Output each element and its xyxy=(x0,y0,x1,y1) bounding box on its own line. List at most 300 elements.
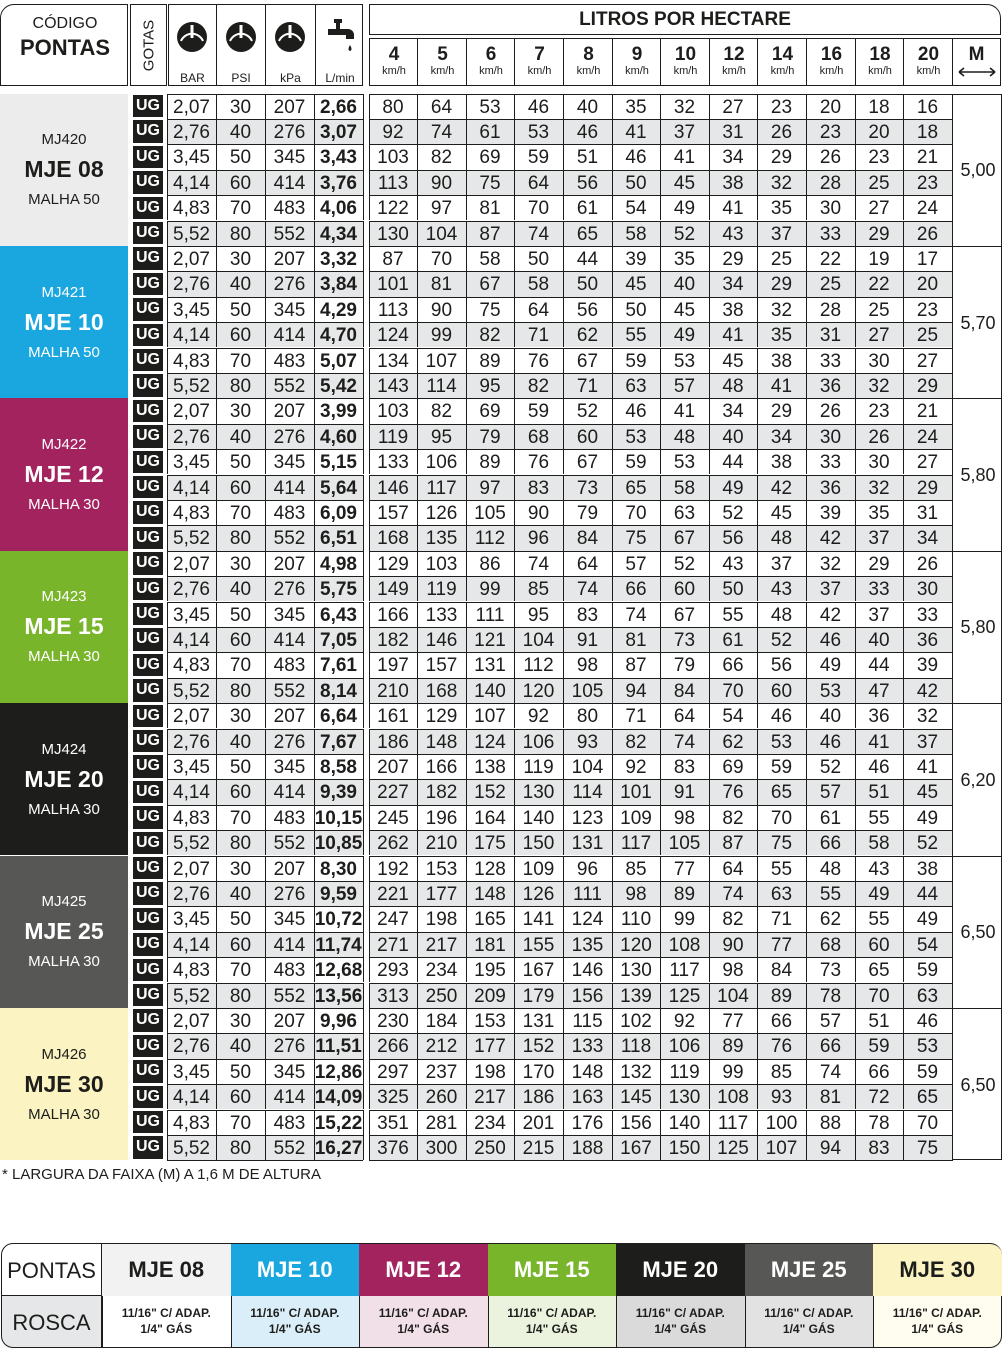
header-gotas-box xyxy=(130,4,167,86)
drop-type-badge: UG xyxy=(133,451,163,473)
cell-liters-per-hectare: 36 xyxy=(819,375,842,397)
cell-liters-per-hectare: 92 xyxy=(673,1010,696,1032)
cell-liters-per-hectare: 30 xyxy=(916,579,939,601)
cell-liters-per-hectare: 41 xyxy=(722,325,744,347)
cell-liters-per-hectare: 83 xyxy=(868,1137,890,1159)
cell-kpa: 552 xyxy=(273,528,306,550)
cell-liters-per-hectare: 95 xyxy=(527,604,550,626)
cell-liters-per-hectare: 54 xyxy=(916,934,939,956)
drop-type-badge: UG xyxy=(133,273,163,295)
cell-liters-per-hectare: 99 xyxy=(430,325,453,347)
cell-liters-per-hectare: 181 xyxy=(474,934,506,956)
cell-liters-per-hectare: 70 xyxy=(722,680,744,702)
cell-liters-per-hectare: 74 xyxy=(527,223,550,245)
cell-liters-per-hectare: 48 xyxy=(722,375,744,397)
cell-liters-per-hectare: 88 xyxy=(819,1112,842,1134)
cell-liters-per-hectare: 59 xyxy=(916,1061,939,1083)
cell-lmin: 3,76 xyxy=(320,172,357,194)
cell-liters-per-hectare: 167 xyxy=(620,1137,652,1159)
speed-unit: km/h xyxy=(819,65,844,77)
cell-liters-per-hectare: 110 xyxy=(620,909,652,931)
cell-liters-per-hectare: 28 xyxy=(819,299,842,321)
drop-type-badge: UG xyxy=(133,603,163,625)
cell-liters-per-hectare: 48 xyxy=(770,604,793,626)
cell-liters-per-hectare: 114 xyxy=(572,782,603,804)
cell-bar: 4,14 xyxy=(173,172,210,194)
cell-liters-per-hectare: 38 xyxy=(722,172,744,194)
cell-bar: 5,52 xyxy=(173,375,210,397)
legend-tip-name: MJE 30 xyxy=(899,1257,976,1282)
unit-bar: BAR xyxy=(180,71,205,85)
cell-liters-per-hectare: 74 xyxy=(430,121,453,143)
cell-kpa: 414 xyxy=(273,1087,306,1109)
cell-liters-per-hectare: 95 xyxy=(479,375,501,397)
cell-liters-per-hectare: 89 xyxy=(479,350,501,372)
cell-liters-per-hectare: 198 xyxy=(474,1061,506,1083)
table-row xyxy=(0,500,1002,525)
drop-type-badge: UG xyxy=(133,247,163,269)
cell-liters-per-hectare: 66 xyxy=(770,1010,793,1032)
cell-liters-per-hectare: 33 xyxy=(868,579,890,601)
cell-bar: 2,76 xyxy=(173,1036,210,1058)
cell-liters-per-hectare: 27 xyxy=(916,350,939,372)
cell-liters-per-hectare: 106 xyxy=(425,452,458,474)
group-mesh: MALHA 50 xyxy=(28,191,100,209)
cell-liters-per-hectare: 26 xyxy=(916,223,939,245)
cell-liters-per-hectare: 47 xyxy=(868,680,890,702)
cell-liters-per-hectare: 82 xyxy=(625,731,647,753)
cell-liters-per-hectare: 102 xyxy=(620,1010,652,1032)
cell-liters-per-hectare: 82 xyxy=(722,909,744,931)
cell-kpa: 345 xyxy=(273,299,306,321)
unit-lmin: L/min xyxy=(325,71,355,85)
cell-liters-per-hectare: 41 xyxy=(673,147,696,169)
cell-liters-per-hectare: 209 xyxy=(474,985,506,1007)
cell-liters-per-hectare: 230 xyxy=(377,1010,409,1032)
cell-liters-per-hectare: 52 xyxy=(722,502,744,524)
legend-pontas-label: PONTAS xyxy=(7,1258,96,1283)
header-gotas-label: GOTAS xyxy=(140,19,158,72)
m-label: M xyxy=(968,44,985,65)
cell-liters-per-hectare: 63 xyxy=(625,375,647,397)
cell-liters-per-hectare: 262 xyxy=(377,833,409,855)
cell-liters-per-hectare: 67 xyxy=(479,274,501,296)
cell-liters-per-hectare: 90 xyxy=(527,502,550,524)
cell-liters-per-hectare: 60 xyxy=(576,426,599,448)
cell-liters-per-hectare: 148 xyxy=(425,731,458,753)
cell-liters-per-hectare: 140 xyxy=(474,680,506,702)
cell-liters-per-hectare: 61 xyxy=(819,807,842,829)
cell-kpa: 276 xyxy=(273,579,306,601)
table-row xyxy=(0,322,1002,347)
cell-liters-per-hectare: 74 xyxy=(722,883,744,905)
cell-bar: 2,07 xyxy=(173,1010,210,1032)
cell-liters-per-hectare: 325 xyxy=(377,1087,409,1109)
cell-lmin: 6,09 xyxy=(320,502,357,524)
cell-liters-per-hectare: 76 xyxy=(722,782,744,804)
cell-bar: 4,83 xyxy=(173,1112,210,1134)
cell-liters-per-hectare: 131 xyxy=(571,833,604,855)
speed-header xyxy=(613,45,661,85)
cell-liters-per-hectare: 73 xyxy=(673,629,696,651)
cell-liters-per-hectare: 155 xyxy=(522,934,555,956)
cell-liters-per-hectare: 215 xyxy=(522,1137,555,1159)
cell-kpa: 276 xyxy=(273,121,306,143)
cell-liters-per-hectare: 157 xyxy=(377,502,409,524)
cell-liters-per-hectare: 104 xyxy=(571,756,604,778)
m-header xyxy=(953,45,1000,85)
cell-liters-per-hectare: 36 xyxy=(868,706,890,728)
speed-value: 20 xyxy=(917,44,940,65)
cell-liters-per-hectare: 81 xyxy=(819,1087,842,1109)
cell-bar: 4,83 xyxy=(173,502,210,524)
drop-type-badge: UG xyxy=(133,984,163,1006)
table-row xyxy=(0,348,1002,373)
cell-liters-per-hectare: 133 xyxy=(377,452,409,474)
legend-tip-name: MJE 25 xyxy=(770,1257,847,1282)
cell-liters-per-hectare: 129 xyxy=(377,553,409,575)
cell-liters-per-hectare: 70 xyxy=(527,198,550,220)
cell-lmin: 5,42 xyxy=(320,375,357,397)
cell-bar: 4,14 xyxy=(173,477,210,499)
cell-liters-per-hectare: 201 xyxy=(522,1112,555,1134)
speed-header xyxy=(467,45,515,85)
cell-liters-per-hectare: 82 xyxy=(722,807,744,829)
cell-liters-per-hectare: 37 xyxy=(868,528,890,550)
cell-lmin: 9,96 xyxy=(320,1010,357,1032)
cell-liters-per-hectare: 41 xyxy=(673,401,696,423)
cell-psi: 30 xyxy=(229,401,252,423)
cell-bar: 3,45 xyxy=(173,1061,210,1083)
cell-liters-per-hectare: 98 xyxy=(722,960,744,982)
speed-unit: km/h xyxy=(430,65,455,77)
cell-liters-per-hectare: 34 xyxy=(770,426,793,448)
cell-liters-per-hectare: 90 xyxy=(430,172,453,194)
cell-psi: 70 xyxy=(229,198,252,220)
cell-liters-per-hectare: 351 xyxy=(377,1112,409,1134)
cell-liters-per-hectare: 39 xyxy=(819,502,842,524)
cell-liters-per-hectare: 56 xyxy=(770,655,793,677)
cell-liters-per-hectare: 109 xyxy=(620,807,652,829)
table-row xyxy=(0,830,1002,855)
cell-liters-per-hectare: 124 xyxy=(571,909,604,931)
legend-thread-line2: 1/4" GÁS xyxy=(782,1322,835,1336)
cell-liters-per-hectare: 71 xyxy=(527,325,550,347)
cell-kpa: 207 xyxy=(273,706,306,728)
cell-liters-per-hectare: 21 xyxy=(916,147,939,169)
cell-liters-per-hectare: 17 xyxy=(916,248,939,270)
cell-liters-per-hectare: 34 xyxy=(722,147,744,169)
cell-psi: 60 xyxy=(229,782,252,804)
table-row xyxy=(0,144,1002,169)
cell-lmin: 6,43 xyxy=(320,604,357,626)
cell-liters-per-hectare: 90 xyxy=(430,299,453,321)
cell-liters-per-hectare: 30 xyxy=(819,426,842,448)
cell-liters-per-hectare: 57 xyxy=(819,1010,842,1032)
cell-liters-per-hectare: 75 xyxy=(916,1137,939,1159)
cell-liters-per-hectare: 192 xyxy=(377,858,409,880)
group-mesh: MALHA 30 xyxy=(28,800,100,818)
cell-liters-per-hectare: 79 xyxy=(479,426,501,448)
cell-liters-per-hectare: 237 xyxy=(425,1061,458,1083)
drop-type-badge: UG xyxy=(133,501,163,523)
cell-liters-per-hectare: 108 xyxy=(717,1087,749,1109)
cell-liters-per-hectare: 64 xyxy=(673,706,696,728)
cell-liters-per-hectare: 46 xyxy=(576,121,599,143)
cell-liters-per-hectare: 104 xyxy=(425,223,458,245)
table-row xyxy=(0,627,1002,652)
cell-liters-per-hectare: 91 xyxy=(673,782,696,804)
cell-liters-per-hectare: 87 xyxy=(722,833,744,855)
cell-liters-per-hectare: 85 xyxy=(625,858,647,880)
cell-lmin: 7,67 xyxy=(320,731,357,753)
cell-liters-per-hectare: 156 xyxy=(620,1112,652,1134)
cell-kpa: 414 xyxy=(273,477,306,499)
cell-liters-per-hectare: 16 xyxy=(916,96,939,118)
cell-liters-per-hectare: 93 xyxy=(576,731,599,753)
speed-unit: km/h xyxy=(576,65,601,77)
cell-liters-per-hectare: 24 xyxy=(916,426,939,448)
cell-liters-per-hectare: 70 xyxy=(430,248,453,270)
cell-liters-per-hectare: 250 xyxy=(474,1137,506,1159)
cell-liters-per-hectare: 139 xyxy=(620,985,652,1007)
cell-liters-per-hectare: 69 xyxy=(479,401,501,423)
cell-kpa: 345 xyxy=(273,604,306,626)
cell-liters-per-hectare: 22 xyxy=(819,248,842,270)
cell-lmin: 13,56 xyxy=(314,985,363,1007)
cell-liters-per-hectare: 40 xyxy=(868,629,890,651)
cell-liters-per-hectare: 78 xyxy=(819,985,842,1007)
cell-liters-per-hectare: 56 xyxy=(722,528,744,550)
cell-bar: 4,83 xyxy=(173,198,210,220)
cell-liters-per-hectare: 46 xyxy=(770,706,793,728)
drop-type-badge: UG xyxy=(133,654,163,676)
cell-lmin: 6,51 xyxy=(320,528,357,550)
cell-bar: 5,52 xyxy=(173,985,210,1007)
cell-liters-per-hectare: 49 xyxy=(673,325,696,347)
group-mesh: MALHA 30 xyxy=(28,953,100,971)
cell-liters-per-hectare: 197 xyxy=(377,655,409,677)
cell-liters-per-hectare: 104 xyxy=(522,629,555,651)
cell-liters-per-hectare: 61 xyxy=(576,198,599,220)
cell-psi: 50 xyxy=(229,147,252,169)
cell-liters-per-hectare: 75 xyxy=(479,172,501,194)
cell-liters-per-hectare: 133 xyxy=(571,1036,604,1058)
header-title-box xyxy=(369,4,1001,35)
cell-liters-per-hectare: 20 xyxy=(916,274,939,296)
cell-lmin: 4,06 xyxy=(320,198,357,220)
cell-liters-per-hectare: 161 xyxy=(377,706,409,728)
cell-liters-per-hectare: 44 xyxy=(868,655,890,677)
header-codigo-label: CÓDIGO xyxy=(32,15,98,32)
cell-liters-per-hectare: 92 xyxy=(625,756,647,778)
cell-kpa: 414 xyxy=(273,325,306,347)
drop-type-badge: UG xyxy=(133,400,163,422)
cell-liters-per-hectare: 97 xyxy=(479,477,501,499)
cell-liters-per-hectare: 101 xyxy=(377,274,409,296)
cell-psi: 30 xyxy=(229,96,252,118)
cell-liters-per-hectare: 111 xyxy=(475,604,505,626)
cell-bar: 2,76 xyxy=(173,883,210,905)
table-row xyxy=(0,551,1002,576)
group-code: MJ424 xyxy=(41,740,87,758)
cell-bar: 5,52 xyxy=(173,223,210,245)
cell-liters-per-hectare: 79 xyxy=(673,655,696,677)
speed-header xyxy=(758,45,807,85)
pressure-gauge-icon xyxy=(176,21,208,53)
cell-liters-per-hectare: 112 xyxy=(474,528,506,550)
cell-lmin: 15,22 xyxy=(314,1112,363,1134)
cell-liters-per-hectare: 177 xyxy=(474,1036,506,1058)
cell-liters-per-hectare: 221 xyxy=(377,883,409,905)
legend-thread-line1: 11/16" C/ ADAP. xyxy=(635,1306,725,1320)
cell-kpa: 345 xyxy=(273,756,306,778)
cell-liters-per-hectare: 217 xyxy=(474,1087,506,1109)
cell-liters-per-hectare: 18 xyxy=(868,96,890,118)
cell-liters-per-hectare: 50 xyxy=(625,299,647,321)
cell-liters-per-hectare: 81 xyxy=(625,629,647,651)
cell-liters-per-hectare: 212 xyxy=(425,1036,458,1058)
cell-liters-per-hectare: 107 xyxy=(474,706,506,728)
cell-bar: 5,52 xyxy=(173,833,210,855)
cell-liters-per-hectare: 164 xyxy=(474,807,506,829)
cell-kpa: 414 xyxy=(273,629,306,651)
cell-liters-per-hectare: 107 xyxy=(765,1137,798,1159)
table-row xyxy=(0,1033,1002,1058)
cell-liters-per-hectare: 43 xyxy=(868,858,890,880)
cell-liters-per-hectare: 39 xyxy=(625,248,647,270)
cell-liters-per-hectare: 104 xyxy=(717,985,749,1007)
legend-thread-line2: 1/4" GÁS xyxy=(397,1322,450,1336)
cell-psi: 40 xyxy=(229,883,252,905)
cell-liters-per-hectare: 98 xyxy=(576,655,599,677)
band-width-value: 5,00 xyxy=(952,94,1002,247)
speed-unit: km/h xyxy=(527,65,552,77)
cell-liters-per-hectare: 143 xyxy=(377,375,409,397)
cell-liters-per-hectare: 103 xyxy=(377,401,409,423)
group-mesh: MALHA 30 xyxy=(28,495,100,513)
cell-liters-per-hectare: 125 xyxy=(717,1137,749,1159)
cell-liters-per-hectare: 196 xyxy=(425,807,458,829)
cell-liters-per-hectare: 82 xyxy=(430,401,453,423)
drop-type-badge: UG xyxy=(133,171,163,193)
cell-kpa: 276 xyxy=(273,731,306,753)
cell-lmin: 10,72 xyxy=(314,909,363,931)
cell-liters-per-hectare: 58 xyxy=(625,223,647,245)
table-row xyxy=(0,246,1002,271)
cell-liters-per-hectare: 117 xyxy=(717,1112,749,1134)
cell-liters-per-hectare: 49 xyxy=(819,655,842,677)
cell-liters-per-hectare: 58 xyxy=(479,248,501,270)
cell-liters-per-hectare: 33 xyxy=(819,223,842,245)
drop-type-badge: UG xyxy=(133,933,163,955)
cell-liters-per-hectare: 32 xyxy=(868,477,890,499)
speed-value: 4 xyxy=(388,44,400,65)
cell-liters-per-hectare: 26 xyxy=(819,147,842,169)
table-row xyxy=(0,373,1002,398)
table-row xyxy=(0,449,1002,474)
drop-type-badge: UG xyxy=(133,349,163,371)
cell-liters-per-hectare: 41 xyxy=(868,731,890,753)
cell-liters-per-hectare: 66 xyxy=(625,579,647,601)
cell-liters-per-hectare: 46 xyxy=(916,1010,939,1032)
cell-liters-per-hectare: 38 xyxy=(916,858,939,880)
cell-liters-per-hectare: 40 xyxy=(722,426,744,448)
cell-liters-per-hectare: 60 xyxy=(868,934,890,956)
speed-header xyxy=(661,45,710,85)
cell-bar: 2,07 xyxy=(173,553,210,575)
cell-liters-per-hectare: 48 xyxy=(770,528,793,550)
cell-liters-per-hectare: 138 xyxy=(474,756,506,778)
cell-liters-per-hectare: 50 xyxy=(625,172,647,194)
cell-liters-per-hectare: 83 xyxy=(673,756,696,778)
cell-liters-per-hectare: 46 xyxy=(625,401,647,423)
cell-liters-per-hectare: 66 xyxy=(819,1036,842,1058)
cell-liters-per-hectare: 37 xyxy=(916,731,939,753)
cell-liters-per-hectare: 99 xyxy=(479,579,501,601)
cell-liters-per-hectare: 28 xyxy=(819,172,842,194)
cell-liters-per-hectare: 34 xyxy=(916,528,939,550)
cell-liters-per-hectare: 71 xyxy=(625,706,647,728)
cell-liters-per-hectare: 245 xyxy=(377,807,409,829)
cell-psi: 60 xyxy=(229,934,252,956)
cell-liters-per-hectare: 122 xyxy=(377,198,409,220)
cell-liters-per-hectare: 63 xyxy=(770,883,793,905)
cell-liters-per-hectare: 74 xyxy=(576,579,599,601)
cell-liters-per-hectare: 71 xyxy=(576,375,599,397)
cell-lmin: 12,86 xyxy=(314,1061,363,1083)
cell-liters-per-hectare: 30 xyxy=(868,452,890,474)
table-row xyxy=(0,652,1002,677)
cell-liters-per-hectare: 113 xyxy=(377,299,409,321)
cell-liters-per-hectare: 107 xyxy=(425,350,458,372)
cell-liters-per-hectare: 53 xyxy=(479,96,501,118)
cell-liters-per-hectare: 30 xyxy=(819,198,842,220)
cell-liters-per-hectare: 53 xyxy=(916,1036,939,1058)
cell-liters-per-hectare: 55 xyxy=(819,883,842,905)
cell-psi: 70 xyxy=(229,1112,252,1134)
table-row xyxy=(0,475,1002,500)
cell-bar: 4,83 xyxy=(173,655,210,677)
table-row xyxy=(0,703,1002,728)
cell-psi: 60 xyxy=(229,629,252,651)
cell-kpa: 552 xyxy=(273,833,306,855)
cell-liters-per-hectare: 85 xyxy=(527,579,550,601)
cell-liters-per-hectare: 42 xyxy=(819,528,842,550)
drop-type-badge: UG xyxy=(133,832,163,854)
cell-liters-per-hectare: 114 xyxy=(426,375,457,397)
legend-tip-name: MJE 12 xyxy=(385,1257,462,1282)
cell-lmin: 3,84 xyxy=(320,274,357,296)
cell-liters-per-hectare: 52 xyxy=(770,629,793,651)
group-name: MJE 25 xyxy=(24,918,104,945)
cell-liters-per-hectare: 61 xyxy=(722,629,744,651)
cell-liters-per-hectare: 50 xyxy=(576,274,599,296)
cell-liters-per-hectare: 73 xyxy=(819,960,842,982)
cell-kpa: 345 xyxy=(273,1061,306,1083)
cell-liters-per-hectare: 92 xyxy=(527,706,550,728)
drop-type-badge: UG xyxy=(133,324,163,346)
cell-psi: 40 xyxy=(229,274,252,296)
group-mesh: MALHA 50 xyxy=(28,343,100,361)
drop-type-badge: UG xyxy=(133,222,163,244)
cell-liters-per-hectare: 135 xyxy=(571,934,604,956)
cell-liters-per-hectare: 99 xyxy=(722,1061,744,1083)
unit-kpa: kPa xyxy=(280,71,301,85)
cell-liters-per-hectare: 52 xyxy=(819,756,842,778)
cell-liters-per-hectare: 87 xyxy=(625,655,647,677)
cell-liters-per-hectare: 66 xyxy=(722,655,744,677)
